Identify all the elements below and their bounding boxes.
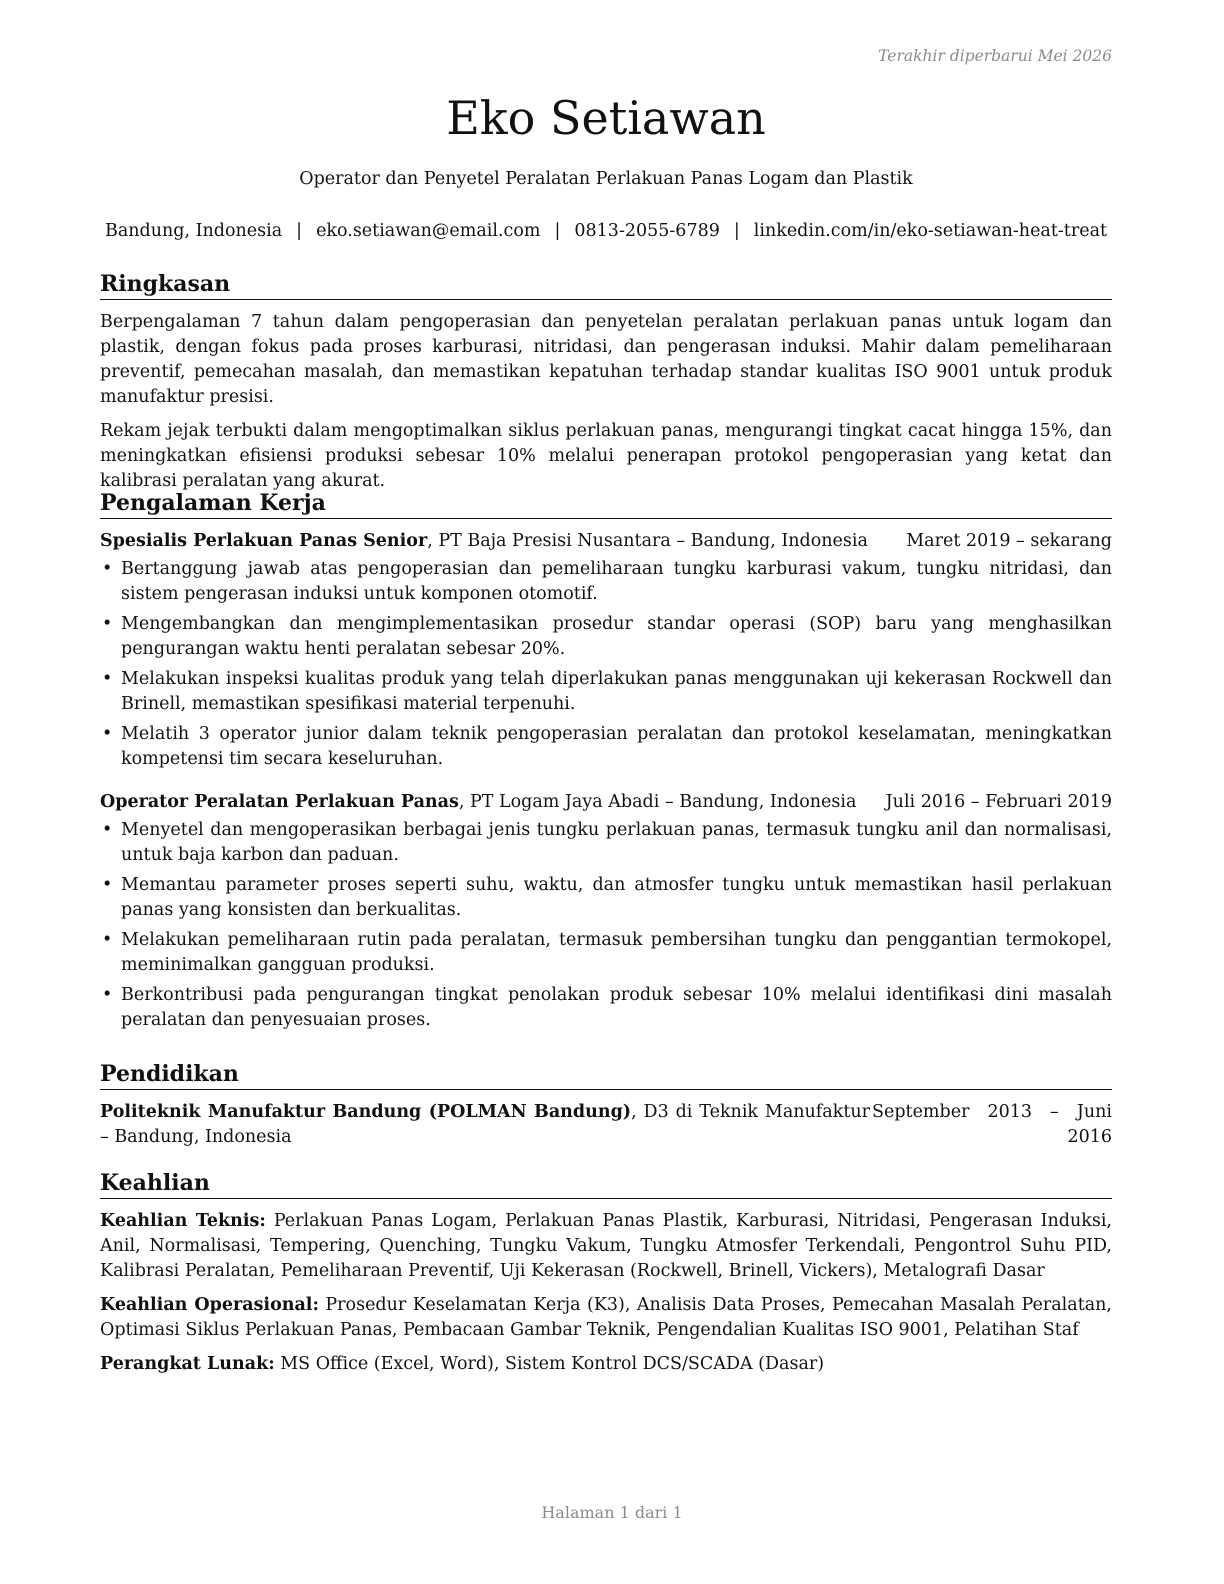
page-number: Halaman 1 dari 1 xyxy=(541,1503,683,1522)
job-bullet: • Mengembangkan dan mengimplementasikan prosedur standar operasi (SOP) baru yang menghasilkan pengurangan waktu henti peralatan sebesar 20%. xyxy=(100,612,1112,662)
job-dates: Maret 2019 – sekarang xyxy=(906,531,1112,551)
job-role-company xyxy=(100,790,856,815)
job-bullets xyxy=(100,818,1112,1033)
job-company: , PT Logam Jaya Abadi – Bandung, Indonesia xyxy=(458,792,857,812)
skill-group-text: Perlakuan Panas Logam, Perlakuan Panas Plastik, Karburasi, Nitridasi, Pengerasan Induksi, Anil, Normalisasi, Tempering, Quenching, Tungku Vakum, Tungku Atmosfer Terkendali, Pengontrol Suhu PID, Kalibrasi Peralatan, Pemeliharaan Preventif, Uji Kekerasan (Rockwell, Brinell, Vickers), Metalografi Dasar xyxy=(100,1211,1112,1281)
job-header xyxy=(100,790,1112,815)
job-bullet: • Berkontribusi pada pengurangan tingkat penolakan produk sebesar 10% melalui identifikasi dini masalah peralatan dan penyesuaian proses. xyxy=(100,983,1112,1033)
experience-section xyxy=(100,489,1112,1038)
job-role: Operator Peralatan Perlakuan Panas xyxy=(100,792,459,812)
skill-group-label: Perangkat Lunak: xyxy=(100,1354,275,1374)
education-entry xyxy=(100,1100,1112,1150)
skill-group-text: MS Office (Excel, Word), Sistem Kontrol DCS/SCADA (Dasar) xyxy=(274,1354,825,1374)
education-heading: Pendidikan xyxy=(100,1060,1112,1090)
candidate-name: Eko Setiawan xyxy=(446,91,766,145)
skill-group xyxy=(100,1352,1112,1377)
education-dates: September 2013 – Juni 2016 xyxy=(872,1102,1112,1147)
candidate-title: Operator dan Penyetel Peralatan Perlakuan Panas Logam dan Plastik xyxy=(299,169,913,189)
skills-heading: Keahlian xyxy=(100,1169,1112,1199)
last-updated: Terakhir diperbarui Mei 2026 xyxy=(878,47,1112,65)
skill-group xyxy=(100,1293,1112,1343)
summary-paragraph: Berpengalaman 7 tahun dalam pengoperasian dan penyetelan peralatan perlakuan panas untuk logam dan plastik, dengan fokus pada proses karburasi, nitridasi, dan pengerasan induksi. Mahir dalam pemeliharaan preventif, pemecahan masalah, dan memastikan kepatuhan terhadap standar kualitas ISO 9001 untuk produk manufaktur presisi. xyxy=(100,312,1112,407)
contact-separator: | xyxy=(296,221,303,241)
education-institution xyxy=(100,1100,870,1150)
summary-heading: Ringkasan xyxy=(100,270,1112,300)
contact-linkedin[interactable]: linkedin.com/in/eko-setiawan-heat-treat xyxy=(753,221,1108,241)
skill-group xyxy=(100,1209,1112,1284)
contact-line xyxy=(100,219,1112,244)
skill-group-text: Prosedur Keselamatan Kerja (K3), Analisis Data Proses, Pemecahan Masalah Peralatan, Optimasi Siklus Perlakuan Panas, Pembacaan Gambar Teknik, Pengendalian Kualitas ISO 9001, Pelatihan Staf xyxy=(100,1295,1112,1340)
degree-detail: , D3 di Teknik Manufaktur – Bandung, Indonesia xyxy=(100,1102,870,1147)
summary-section xyxy=(100,270,1112,503)
job-header xyxy=(100,529,1112,554)
skill-group-label: Keahlian Teknis: xyxy=(100,1211,266,1231)
job-bullet: • Menyetel dan mengoperasikan berbagai jenis tungku perlakuan panas, termasuk tungku anil dan normalisasi, untuk baja karbon dan paduan. xyxy=(100,818,1112,868)
job-dates: Juli 2016 – Februari 2019 xyxy=(885,792,1112,812)
contact-email[interactable]: eko.setiawan@email.com xyxy=(316,221,541,241)
skills-section xyxy=(100,1169,1112,1386)
job-company: , PT Baja Presisi Nusantara – Bandung, Indonesia xyxy=(427,531,868,551)
school-name: Politeknik Manufaktur Bandung (POLMAN Bandung) xyxy=(100,1102,632,1122)
experience-heading: Pengalaman Kerja xyxy=(100,489,1112,519)
contact-separator: | xyxy=(554,221,561,241)
contact-location: Bandung, Indonesia xyxy=(104,221,283,241)
job-bullet: • Memantau parameter proses seperti suhu, waktu, dan atmosfer tungku untuk memastikan hasil perlakuan panas yang konsisten dan berkualitas. xyxy=(100,873,1112,923)
summary-paragraph: Rekam jejak terbukti dalam mengoptimalkan siklus perlakuan panas, mengurangi tingkat cacat hingga 15%, dan meningkatkan efisiensi produksi sebesar 10% melalui penerapan protokol pengoperasian yang ketat dan kalibrasi peralatan yang akurat. xyxy=(100,421,1112,491)
job-bullet: • Melakukan inspeksi kualitas produk yang telah diperlakukan panas menggunakan uji kekerasan Rockwell dan Brinell, memastikan spesifikasi material terpenuhi. xyxy=(100,667,1112,717)
job-bullet: • Bertanggung jawab atas pengoperasian dan pemeliharaan tungku karburasi vakum, tungku nitridasi, dan sistem pengerasan induksi untuk komponen otomotif. xyxy=(100,557,1112,607)
contact-phone: 0813-2055-6789 xyxy=(574,221,720,241)
skill-group-label: Keahlian Operasional: xyxy=(100,1295,319,1315)
education-section xyxy=(100,1060,1112,1150)
job-bullets xyxy=(100,557,1112,772)
job-bullet: • Melatih 3 operator junior dalam teknik pengoperasian peralatan dan protokol keselamatan, meningkatkan kompetensi tim secara keseluruhan. xyxy=(100,722,1112,772)
job-entry xyxy=(100,529,1112,772)
job-entry xyxy=(100,790,1112,1033)
job-role: Spesialis Perlakuan Panas Senior xyxy=(100,531,428,551)
contact-separator: | xyxy=(733,221,740,241)
job-role-company xyxy=(100,529,868,554)
job-bullet: • Melakukan pemeliharaan rutin pada peralatan, termasuk pembersihan tungku dan penggantian termokopel, meminimalkan gangguan produksi. xyxy=(100,928,1112,978)
